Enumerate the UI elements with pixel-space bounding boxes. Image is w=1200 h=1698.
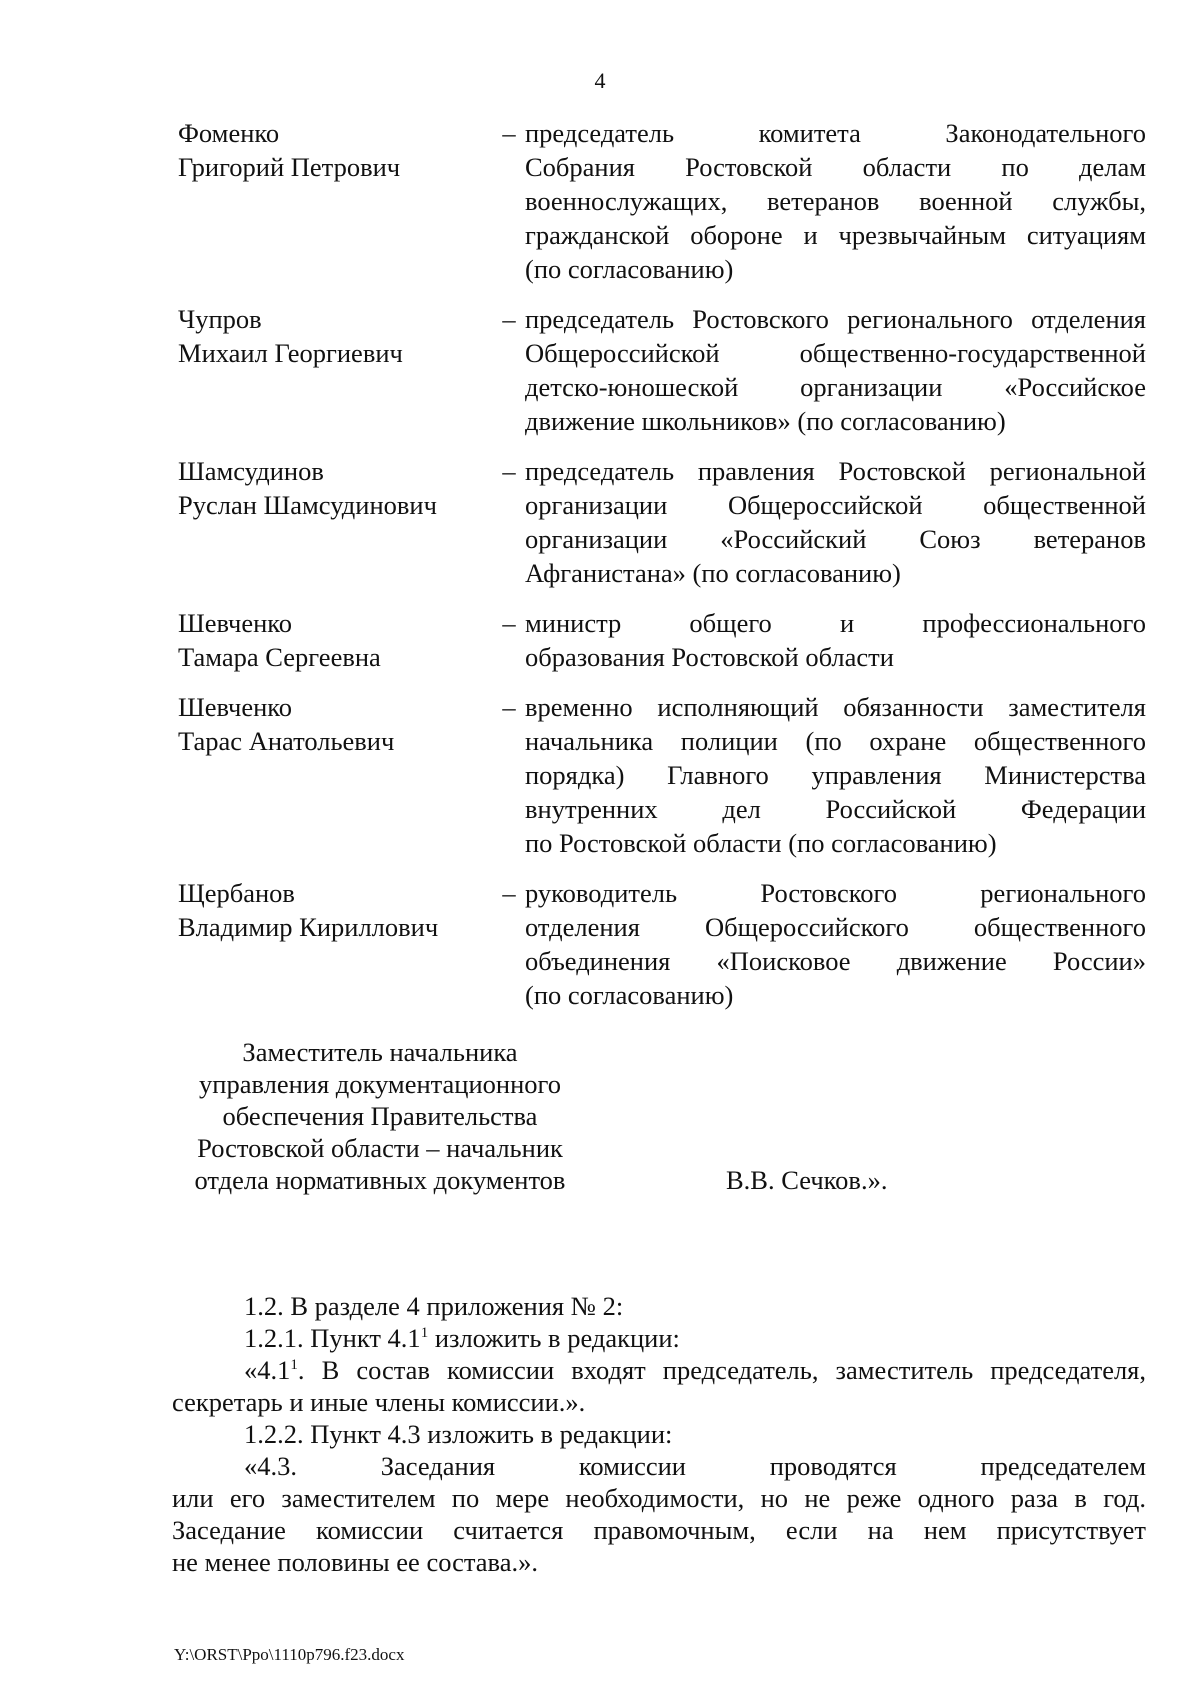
member-name bbox=[178, 454, 493, 590]
role-line: Собрания Ростовской области по делам bbox=[525, 152, 1146, 182]
role-line: организации Общероссийской общественной bbox=[525, 490, 1146, 520]
role-line: отделения Общероссийского общественного bbox=[525, 912, 1146, 942]
signatory-title-line: Ростовской области – начальник bbox=[197, 1133, 563, 1163]
commission-member-list bbox=[178, 116, 1146, 1028]
role-line: военнослужащих, ветеранов военной службы, bbox=[525, 186, 1146, 216]
member-name bbox=[178, 116, 493, 286]
paragraph-line: не менее половины ее состава.». bbox=[172, 1547, 538, 1577]
file-path-footer: Y:\ORST\Ppo\1110p796.f23.docx bbox=[174, 1645, 405, 1664]
member-name bbox=[178, 690, 493, 860]
member-surname: Шевченко bbox=[178, 692, 293, 722]
role-line: начальника полиции (по охране общественного bbox=[525, 726, 1146, 756]
member-role bbox=[525, 606, 1146, 674]
signatory-title-line: Заместитель начальника bbox=[242, 1037, 518, 1067]
member-role bbox=[525, 302, 1146, 438]
member-given-name: Тамара Сергеевна bbox=[178, 642, 381, 672]
member-entry bbox=[178, 690, 1146, 860]
member-role bbox=[525, 876, 1146, 1012]
member-role bbox=[525, 116, 1146, 286]
dash-separator: – bbox=[502, 118, 516, 148]
signatory-title-line: управления документационного bbox=[199, 1069, 561, 1099]
member-entry bbox=[178, 302, 1146, 438]
paragraph-text: 1.2.1. Пункт 4.1 bbox=[244, 1323, 421, 1353]
paragraph-line: Заседание комиссии считается правомочным, если на нем присутствует bbox=[172, 1515, 1146, 1545]
paragraph bbox=[172, 1322, 1146, 1354]
role-line: объединения «Поисковое движение России» bbox=[525, 946, 1146, 976]
paragraph-text: изложить в редакции: bbox=[428, 1323, 680, 1353]
member-given-name: Тарас Анатольевич bbox=[178, 726, 395, 756]
member-role bbox=[525, 454, 1146, 590]
member-surname: Чупров bbox=[178, 304, 262, 334]
member-entry bbox=[178, 876, 1146, 1012]
member-name bbox=[178, 606, 493, 674]
role-line: временно исполняющий обязанности заместителя bbox=[525, 692, 1146, 722]
superscript: 1 bbox=[290, 1357, 298, 1374]
dash-separator: – bbox=[502, 878, 516, 908]
paragraph-line: или его заместителем по мере необходимости, но не реже одного раза в год. bbox=[172, 1483, 1146, 1513]
signatory-title-line: обеспечения Правительства bbox=[222, 1101, 538, 1131]
member-surname: Щербанов bbox=[178, 878, 295, 908]
role-line: порядка) Главного управления Министерства bbox=[525, 760, 1146, 790]
paragraph-line bbox=[172, 1354, 1146, 1386]
paragraph-text: . В состав комиссии входят председатель, заместитель председателя, bbox=[297, 1355, 1146, 1385]
paragraph: 1.2. В разделе 4 приложения № 2: bbox=[244, 1291, 624, 1321]
member-surname: Фоменко bbox=[178, 118, 280, 148]
superscript: 1 bbox=[420, 1325, 429, 1342]
member-given-name: Владимир Кириллович bbox=[178, 912, 439, 942]
amendment-text bbox=[172, 1290, 1146, 1578]
role-line: детско-юношеской организации «Российское bbox=[525, 372, 1146, 402]
role-line: образования Ростовской области bbox=[525, 642, 894, 672]
role-line: внутренних дел Российской Федерации bbox=[525, 794, 1146, 824]
member-given-name: Михаил Георгиевич bbox=[178, 338, 403, 368]
member-entry bbox=[178, 606, 1146, 674]
role-line: Общероссийской общественно-государственной bbox=[525, 338, 1146, 368]
member-entry bbox=[178, 116, 1146, 286]
role-line: по Ростовской области (по согласованию) bbox=[525, 828, 997, 858]
member-name bbox=[178, 302, 493, 438]
role-line: министр общего и профессионального bbox=[525, 608, 1146, 638]
role-line: Афганистана» (по согласованию) bbox=[525, 558, 901, 588]
role-line: организации «Российский Союз ветеранов bbox=[525, 524, 1146, 554]
member-role bbox=[525, 690, 1146, 860]
page-number: 4 bbox=[594, 68, 606, 93]
role-line: (по согласованию) bbox=[525, 980, 734, 1010]
signatory-name: В.В. Сечков.». bbox=[726, 1165, 888, 1195]
role-line: руководитель Ростовского регионального bbox=[525, 878, 1146, 908]
member-surname: Шевченко bbox=[178, 608, 293, 638]
role-line: председатель Ростовского регионального отделения bbox=[525, 304, 1146, 334]
paragraph-line: «4.3. Заседания комиссии проводятся председателем bbox=[244, 1451, 1146, 1481]
role-line: председатель правления Ростовской региональной bbox=[525, 456, 1146, 486]
paragraph: 1.2.2. Пункт 4.3 изложить в редакции: bbox=[244, 1419, 673, 1449]
role-line: движение школьников» (по согласованию) bbox=[525, 406, 1006, 436]
role-line: председатель комитета Законодательного bbox=[525, 118, 1146, 148]
member-surname: Шамсудинов bbox=[178, 456, 324, 486]
member-name bbox=[178, 876, 493, 1012]
role-line: (по согласованию) bbox=[525, 254, 734, 284]
member-entry bbox=[178, 454, 1146, 590]
role-line: гражданской обороне и чрезвычайным ситуациям bbox=[525, 220, 1146, 250]
member-given-name: Руслан Шамсудинович bbox=[178, 490, 437, 520]
dash-separator: – bbox=[502, 608, 516, 638]
signatory-title-line: отдела нормативных документов bbox=[194, 1165, 566, 1195]
member-given-name: Григорий Петрович bbox=[178, 152, 401, 182]
signatory-title bbox=[170, 1036, 590, 1196]
paragraph-line: секретарь и иные члены комиссии.». bbox=[172, 1387, 586, 1417]
paragraph-text: «4.1 bbox=[244, 1355, 291, 1385]
dash-separator: – bbox=[502, 692, 516, 722]
dash-separator: – bbox=[502, 304, 516, 334]
dash-separator: – bbox=[502, 456, 516, 486]
